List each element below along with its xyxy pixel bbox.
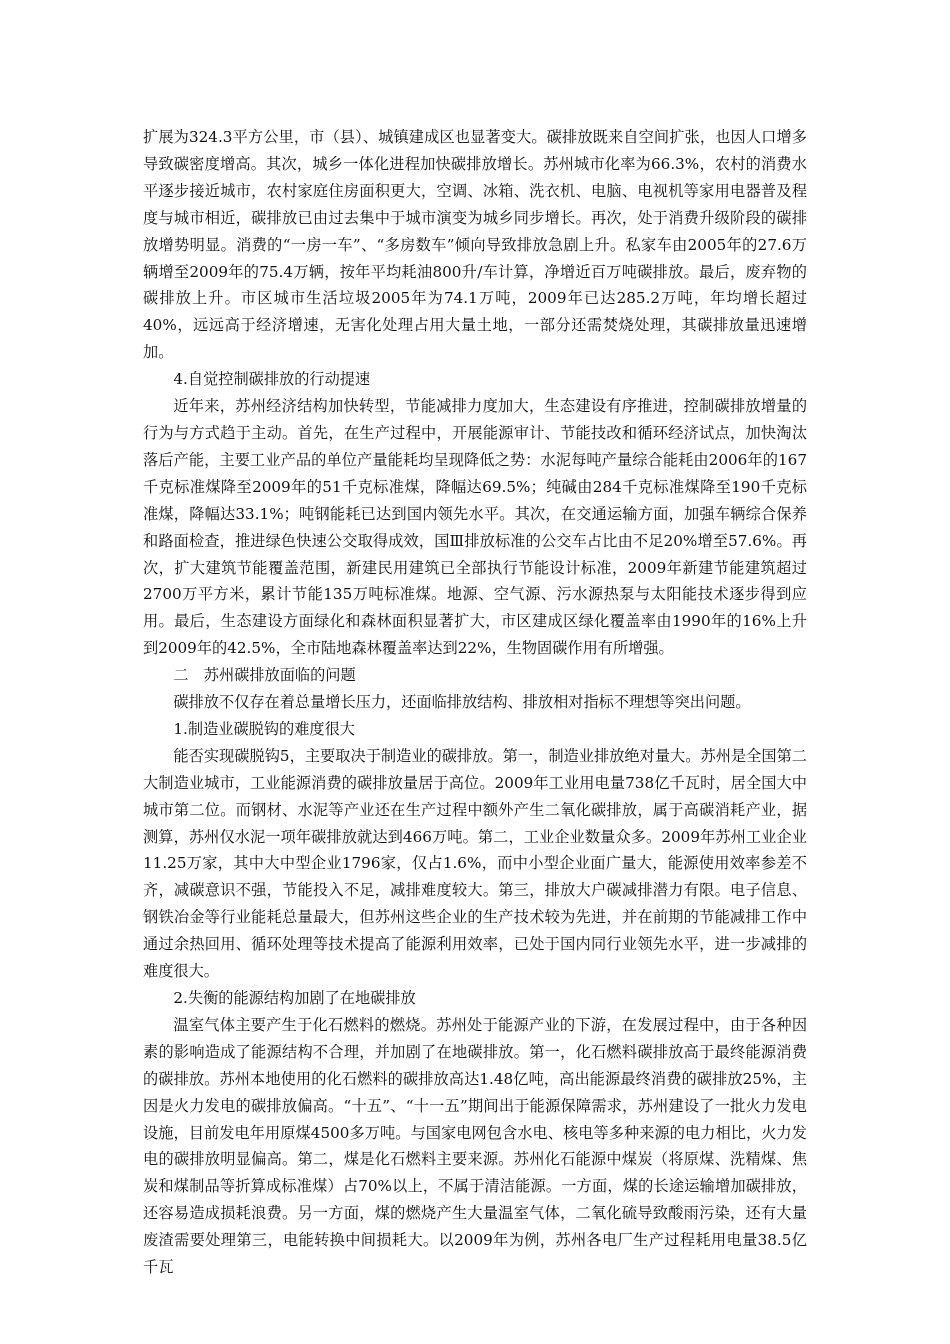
body-paragraph: 能否实现碳脱钩5，主要取决于制造业的碳排放。第一，制造业排放绝对量大。苏州是全国第二大制造业城市，工业能源消费的碳排放量居于高位。2009年工业用电量738亿千瓦时，居全国大中城市第二位。而钢材、水泥等产业还在生产过程中额外产生二氧化碳排放，属于高碳消耗产业，据测算，苏州仅水泥一项年碳排放就达到466万吨。第二，工业企业数量众多。2009年苏州工业企业11.25万家，其中大中型企业1796家，仅占1.6%，而中小型企业面广量大，能源使用效率参差不齐，减碳意识不强，节能投入不足，减排难度较大。第三，排放大户碳减排潜力有限。电子信息、钢铁冶金等行业能耗总量最大，但苏州这些企业的生产技术较为先进，并在前期的节能减排工作中通过余热回用、循环处理等技术提高了能源利用效率，已处于国内同行业领先水平，进一步减排的难度很大。 (143, 746, 807, 981)
document-page (143, 124, 807, 1281)
section-heading-1: 1.制造业碳脱钩的难度很大 (173, 719, 355, 738)
section-heading-4: 4.自觉控制碳排放的行动提速 (173, 370, 371, 389)
body-paragraph: 温室气体主要产生于化石燃料的燃烧。苏州处于能源产业的下游，在发展过程中，由于各种因素的影响造成了能源结构不合理，并加剧了在地碳排放。第一，化石燃料碳排放高于最终能源消费的碳排放。苏州本地使用的化石燃料的碳排放高达1.48亿吨，高出能源最终消费的碳排放25%，主因是火力发电的碳排放偏高。“十五”、“十一五”期间出于能源保障需求，苏州建设了一批火力发电设施，目前发电年用原煤4500多万吨。与国家电网包含水电、核电等多种来源的电力相比，火力发电的碳排放明显偏高。第二，煤是化石燃料主要来源。苏州化石能源中煤炭（将原煤、洗精煤、焦炭和煤制品等折算成标准煤）占70%以上，不属于清洁能源。一方面，煤的长途运输增加碳排放，还容易造成损耗浪费。另一方面，煤的燃烧产生大量温室气体，二氧化硫导致酸雨污染，还有大量废渣需要处理第三，电能转换中间损耗大。以2009年为例，苏州各电厂生产过程耗用电量38.5亿千瓦 (143, 1015, 807, 1277)
body-paragraph: 近年来，苏州经济结构加快转型，节能减排力度加大，生态建设有序推进，控制碳排放增量的行为与方式趋于主动。首先，在生产过程中，开展能源审计、节能技改和循环经济试点，加快淘汰落后产能，主要工业产品的单位产量能耗均呈现降低之势：水泥每吨产量综合能耗由2006年的167千克标准煤降至2009年的51千克标准煤，降幅达69.5%；纯碱由284千克标准煤降至190千克标准煤，降幅达33.1%；吨钢能耗已达到国内领先水平。其次，在交通运输方面，加强车辆综合保养和路面检查，推进绿色快速公交取得成效，国Ⅲ排放标准的公交车占比由不足20%增至57.6%。再次，扩大建筑节能覆盖范围，新建民用建筑已全部执行节能设计标准，2009年新建节能建筑超过2700万平方米，累计节能135万吨标准煤。地源、空气源、污水源热泵与太阳能技术逐步得到应用。最后，生态建设方面绿化和森林面积显著扩大，市区建成区绿化覆盖率由1990年的16%上升到2009年的42.5%，全市陆地森林覆盖率达到22%，生物固碳作用有所增强。 (143, 397, 807, 658)
chapter-heading-2: 二 苏州碳排放面临的问题 (173, 666, 356, 685)
section-heading-2: 2.失衡的能源结构加剧了在地碳排放 (173, 989, 416, 1007)
body-paragraph: 扩展为324.3平方公里，市（县）、城镇建成区也显著变大。碳排放既来自空间扩张，也因人口增多导致碳密度增高。其次，城乡一体化进程加快碳排放增长。苏州城市化率为66.3%，农村的消费水平逐步接近城市，农村家庭住房面积更大，空调、冰箱、洗衣机、电脑、电视机等家用电器普及程度与城市相近，碳排放已由过去集中于城市演变为城乡同步增长。再次，处于消费升级阶段的碳排放增势明显。消费的“一房一车”、“多房数车”倾向导致排放急剧上升。私家车由2005年的27.6万辆增至2009年的75.4万辆，按年平均耗油800升/车计算，净增近百万吨碳排放。最后，废弃物的碳排放上升。市区城市生活垃圾2005年为74.1万吨，2009年已达285.2万吨，年均增长超过40%，远远高于经济增速，无害化处理占用大量土地，一部分还需焚烧处理，其碳排放量迅速增加。 (143, 128, 807, 362)
body-paragraph: 碳排放不仅存在着总量增长压力，还面临排放结构、排放相对指标不理想等突出问题。 (173, 693, 751, 712)
